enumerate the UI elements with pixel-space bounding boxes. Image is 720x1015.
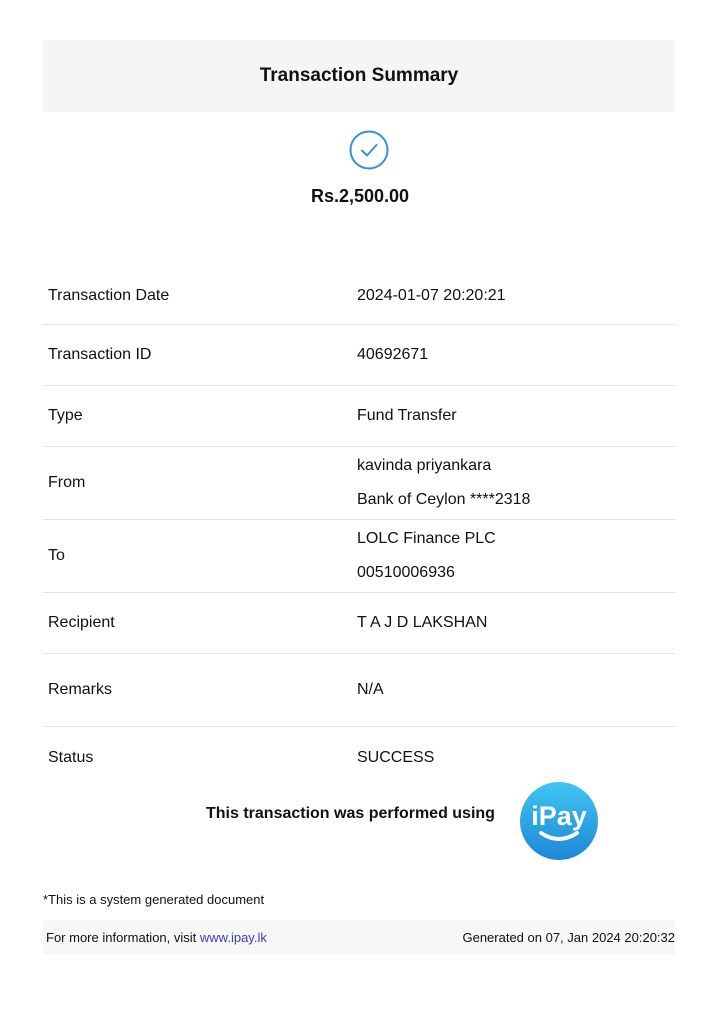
transaction-details (43, 268, 675, 789)
detail-label: From (48, 474, 86, 491)
status-value: SUCCESS (357, 749, 435, 766)
detail-row-from (43, 447, 675, 520)
detail-row-date (43, 268, 675, 325)
check-circle-icon (349, 130, 389, 170)
detail-value-group (357, 530, 675, 582)
detail-row-id (43, 325, 675, 386)
detail-value: 2024-01-07 20:20:21 (357, 287, 506, 304)
detail-row-recipient (43, 593, 675, 654)
detail-label: Type (48, 407, 83, 424)
ipay-logo-text: iPay (531, 801, 587, 831)
detail-value: Fund Transfer (357, 407, 457, 424)
transaction-amount: Rs.2,500.00 (310, 186, 410, 206)
powered-by-text: This transaction was performed using (206, 805, 495, 822)
detail-row-status (43, 727, 675, 789)
recipient-account: 00510006936 (357, 564, 455, 581)
footer-info-prefix: For more information, visit (46, 929, 197, 945)
generated-timestamp: Generated on 07, Jan 2024 20:20:32 (462, 929, 675, 945)
detail-label: To (48, 547, 65, 564)
detail-label: Transaction Date (48, 287, 170, 304)
sender-account: Bank of Ceylon ****2318 (357, 491, 531, 508)
page-title: Transaction Summary (259, 65, 459, 86)
recipient-institution: LOLC Finance PLC (357, 530, 496, 547)
footer-bar (43, 920, 675, 954)
detail-row-remarks (43, 654, 675, 727)
detail-row-type (43, 386, 675, 447)
detail-value: 40692671 (357, 346, 429, 363)
detail-value: T A J D LAKSHAN (357, 614, 488, 631)
ipay-logo (519, 781, 599, 861)
detail-value-group (357, 457, 675, 509)
ipay-website-link[interactable]: www.ipay.lk (199, 929, 267, 945)
detail-value: N/A (357, 681, 384, 698)
detail-label: Status (48, 749, 94, 766)
detail-label: Remarks (48, 681, 113, 698)
summary-header (43, 40, 675, 112)
footer-info (43, 930, 267, 945)
detail-label: Transaction ID (48, 346, 152, 363)
detail-row-to (43, 520, 675, 593)
system-note: *This is a system generated document (43, 892, 265, 907)
detail-label: Recipient (48, 614, 115, 631)
sender-name: kavinda priyankara (357, 457, 492, 474)
